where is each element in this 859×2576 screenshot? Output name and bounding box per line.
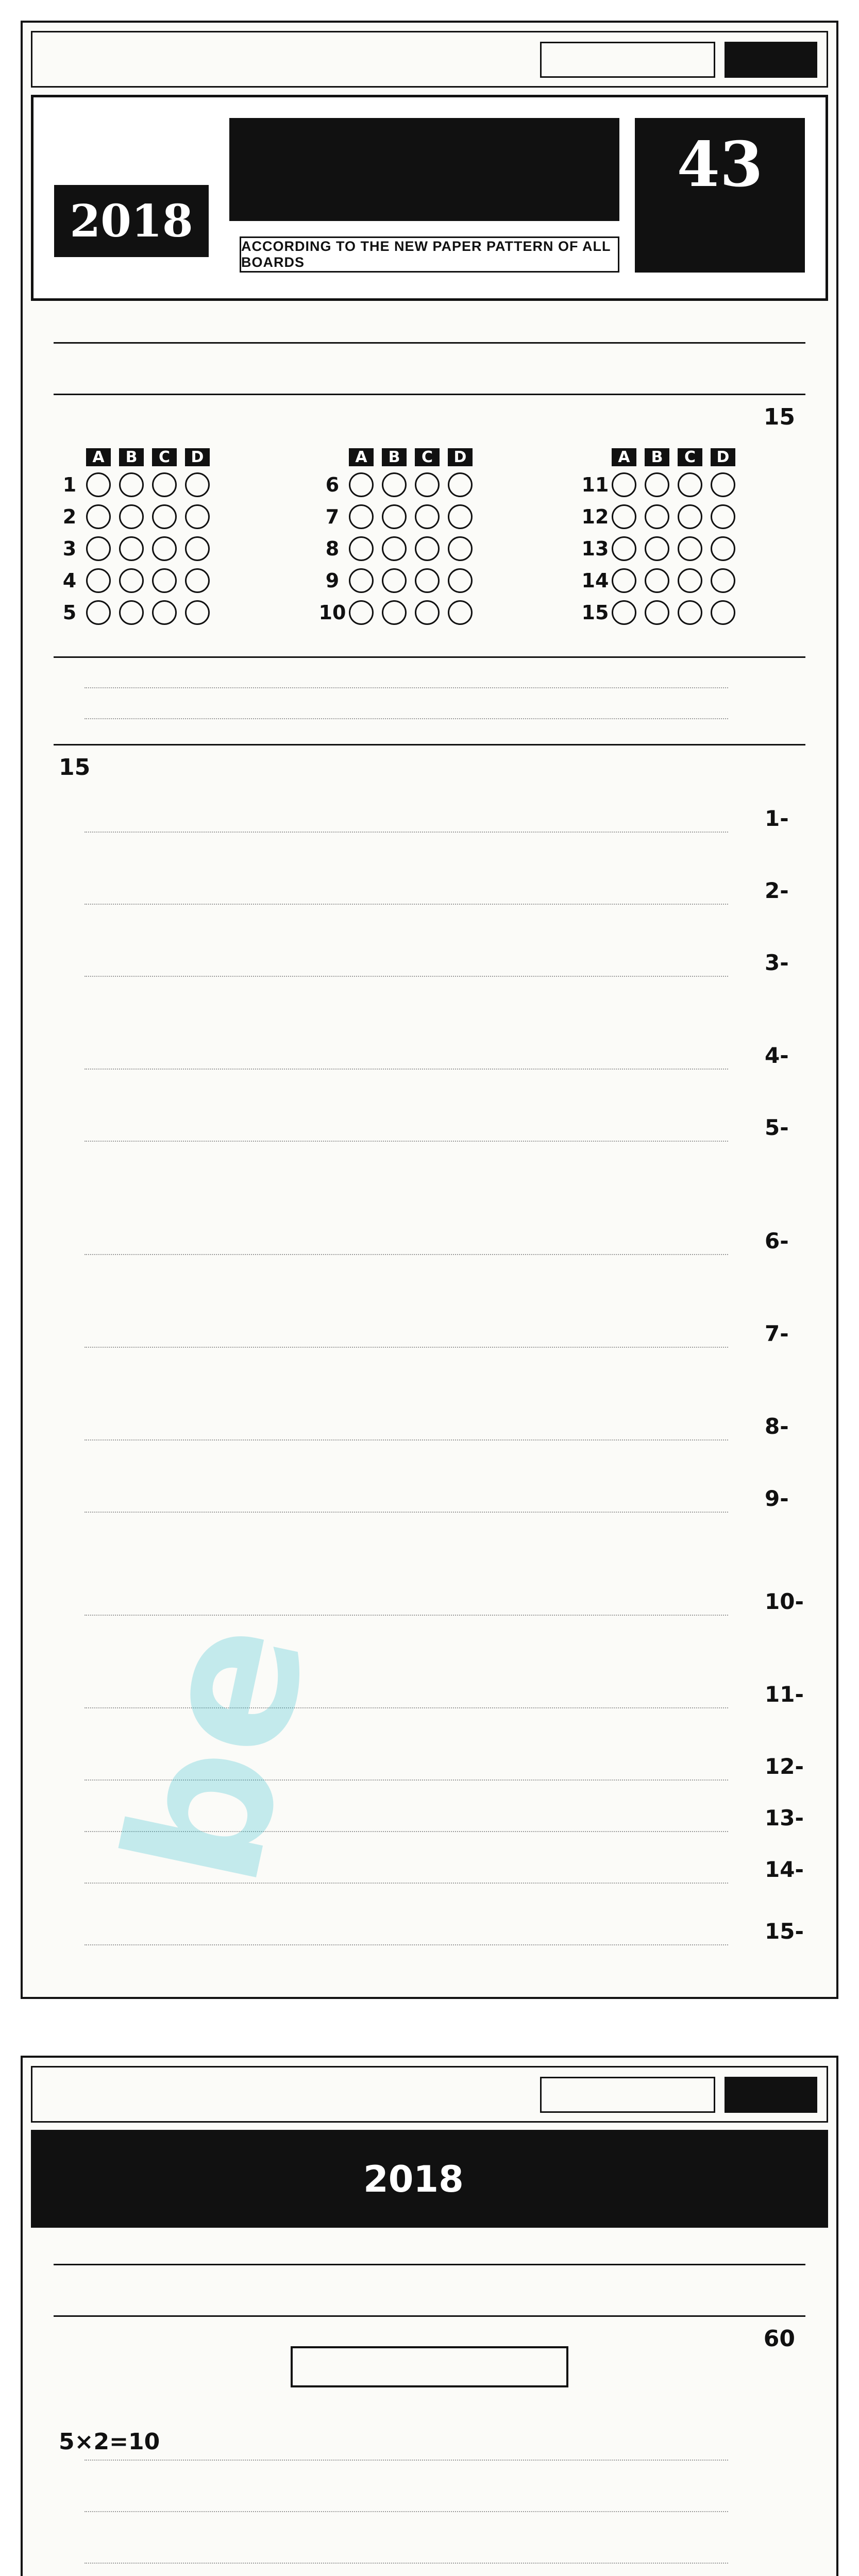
omr-bubble[interactable] — [185, 600, 210, 625]
omr-bubble[interactable] — [185, 504, 210, 529]
questions-marks: 15 — [59, 754, 91, 781]
omr-head-d: D — [185, 448, 210, 466]
omr-row — [53, 501, 280, 533]
omr-number: 8 — [325, 537, 340, 560]
omr-bubble[interactable] — [382, 472, 407, 497]
question-line — [85, 1883, 728, 1884]
omr-bubble[interactable] — [119, 472, 144, 497]
omr-bubble[interactable] — [711, 536, 735, 561]
omr-bubble[interactable] — [711, 472, 735, 497]
omr-row — [53, 597, 280, 629]
board-title-block — [229, 118, 619, 221]
omr-bubble[interactable] — [612, 568, 636, 593]
omr-bubble[interactable] — [382, 568, 407, 593]
pattern-line: ACCORDING TO THE NEW PAPER PATTERN OF ALL BOARDS — [240, 236, 619, 273]
omr-bubble[interactable] — [448, 472, 473, 497]
omr-grid-left — [53, 445, 280, 641]
question-line — [85, 2460, 728, 2461]
omr-bubble[interactable] — [152, 600, 177, 625]
omr-bubble[interactable] — [152, 536, 177, 561]
question-line — [85, 2511, 728, 2512]
omr-head-d: D — [448, 448, 473, 466]
omr-number: 12 — [581, 505, 609, 528]
omr-row — [579, 597, 805, 629]
question-line — [85, 832, 728, 833]
question-line — [85, 2563, 728, 2564]
omr-bubble[interactable] — [678, 568, 702, 593]
omr-row — [579, 501, 805, 533]
question-marks: 5×2=10 — [59, 2429, 160, 2455]
omr-head-d: D — [711, 448, 735, 466]
omr-bubble[interactable] — [86, 600, 111, 625]
omr-row — [53, 469, 280, 501]
paper-sheet-subjective — [21, 2056, 838, 2576]
exam-header-line — [54, 2315, 805, 2317]
omr-bubble[interactable] — [448, 536, 473, 561]
omr-number: 5 — [62, 601, 77, 624]
omr-head-a: A — [612, 448, 636, 466]
omr-bubble[interactable] — [119, 568, 144, 593]
omr-bubble[interactable] — [448, 504, 473, 529]
omr-bubble[interactable] — [119, 536, 144, 561]
question-line — [85, 1141, 728, 1142]
omr-bubble[interactable] — [711, 504, 735, 529]
omr-number: 3 — [62, 537, 77, 560]
question-number: 15- — [765, 1919, 804, 1944]
omr-bubble[interactable] — [349, 600, 374, 625]
omr-head-b: B — [382, 448, 407, 466]
omr-bubble[interactable] — [86, 504, 111, 529]
instructions-rule — [54, 656, 805, 658]
paper-banner — [31, 2130, 828, 2228]
omr-number: 7 — [325, 505, 340, 528]
omr-bubble[interactable] — [415, 536, 440, 561]
omr-head-b: B — [119, 448, 144, 466]
omr-bubble[interactable] — [612, 472, 636, 497]
omr-number: 2 — [62, 505, 77, 528]
omr-number: 1 — [62, 473, 77, 496]
omr-bubble[interactable] — [645, 504, 669, 529]
omr-row — [579, 533, 805, 565]
questions-rule — [54, 744, 805, 745]
omr-bubble[interactable] — [119, 600, 144, 625]
subject-tag — [540, 42, 715, 78]
omr-bubble[interactable] — [349, 568, 374, 593]
question-line — [85, 1069, 728, 1070]
omr-bubble[interactable] — [645, 472, 669, 497]
omr-number: 6 — [325, 473, 340, 496]
omr-row — [53, 533, 280, 565]
omr-grid-middle — [316, 445, 543, 641]
omr-row — [316, 533, 543, 565]
omr-head-a: A — [349, 448, 374, 466]
subject-strip — [31, 2066, 828, 2123]
omr-row — [53, 565, 280, 597]
omr-bubble[interactable] — [382, 536, 407, 561]
omr-bubble[interactable] — [86, 568, 111, 593]
question-line — [85, 1254, 728, 1255]
question-number: 11- — [765, 1682, 804, 1707]
question-number: 13- — [765, 1805, 804, 1831]
omr-row — [316, 501, 543, 533]
question-line — [85, 1347, 728, 1348]
omr-bubble[interactable] — [382, 504, 407, 529]
omr-bubble[interactable] — [382, 600, 407, 625]
omr-number: 13 — [581, 537, 609, 560]
omr-header — [349, 445, 543, 469]
omr-head-c: C — [678, 448, 702, 466]
question-number: 2- — [765, 878, 789, 903]
paper-number: 43 — [635, 118, 805, 273]
omr-number: 11 — [581, 473, 609, 496]
omr-bubble[interactable] — [415, 472, 440, 497]
omr-bubble[interactable] — [645, 536, 669, 561]
omr-bubble[interactable] — [119, 504, 144, 529]
question-line — [85, 1944, 728, 1945]
question-number: 1- — [765, 806, 789, 831]
omr-row — [316, 597, 543, 629]
omr-bubble[interactable] — [678, 472, 702, 497]
publisher-watermark: be — [85, 1604, 350, 1902]
question-line — [85, 1439, 728, 1440]
omr-head-c: C — [152, 448, 177, 466]
omr-bubble[interactable] — [612, 536, 636, 561]
omr-head-a: A — [86, 448, 111, 466]
omr-head-b: B — [645, 448, 669, 466]
omr-row — [579, 565, 805, 597]
omr-bubble[interactable] — [152, 504, 177, 529]
omr-header — [86, 445, 280, 469]
omr-header — [612, 445, 805, 469]
objective-marks: 15 — [763, 404, 795, 430]
omr-bubble[interactable] — [711, 568, 735, 593]
omr-bubble[interactable] — [86, 536, 111, 561]
exam-header-line — [54, 394, 805, 395]
omr-number: 4 — [62, 569, 77, 592]
omr-bubble[interactable] — [678, 600, 702, 625]
roll-number-line — [54, 342, 805, 344]
paper-year: 2018 — [363, 2158, 464, 2200]
omr-number: 15 — [581, 601, 609, 624]
omr-bubble[interactable] — [152, 568, 177, 593]
grade-tag — [725, 2077, 817, 2113]
question-line — [85, 1512, 728, 1513]
omr-row — [579, 469, 805, 501]
omr-bubble[interactable] — [185, 472, 210, 497]
omr-grid-right — [579, 445, 805, 641]
omr-bubble[interactable] — [349, 536, 374, 561]
omr-bubble[interactable] — [185, 536, 210, 561]
paper-year: 2018 — [54, 185, 209, 257]
omr-row — [316, 565, 543, 597]
paper-sheet-objective — [21, 21, 838, 1999]
total-marks: 60 — [763, 2326, 795, 2352]
question-line — [85, 976, 728, 977]
paper-banner — [31, 95, 828, 301]
omr-bubble[interactable] — [349, 472, 374, 497]
omr-bubble[interactable] — [612, 504, 636, 529]
question-number: 3- — [765, 950, 789, 975]
omr-row — [316, 469, 543, 501]
omr-bubble[interactable] — [448, 568, 473, 593]
subject-tag — [540, 2077, 715, 2113]
omr-bubble[interactable] — [415, 600, 440, 625]
question-number: 7- — [765, 1321, 789, 1346]
omr-bubble[interactable] — [415, 568, 440, 593]
omr-bubble[interactable] — [448, 600, 473, 625]
question-number: 9- — [765, 1486, 789, 1511]
question-number: 6- — [765, 1228, 789, 1253]
instructions-line — [85, 687, 728, 688]
omr-bubble[interactable] — [711, 600, 735, 625]
omr-bubble[interactable] — [645, 568, 669, 593]
question-number: 8- — [765, 1414, 789, 1439]
omr-bubble[interactable] — [152, 472, 177, 497]
question-line — [85, 904, 728, 905]
omr-number: 14 — [581, 569, 609, 592]
omr-bubble[interactable] — [349, 504, 374, 529]
part-one-heading — [291, 2346, 568, 2387]
grade-tag — [725, 42, 817, 78]
omr-number: 10 — [318, 601, 346, 624]
subject-strip — [31, 31, 828, 88]
roll-number-line — [54, 2264, 805, 2265]
instructions-line — [85, 718, 728, 719]
question-number: 10- — [765, 1589, 804, 1614]
omr-bubble[interactable] — [678, 536, 702, 561]
omr-bubble[interactable] — [612, 600, 636, 625]
omr-bubble[interactable] — [185, 568, 210, 593]
omr-bubble[interactable] — [645, 600, 669, 625]
question-number: 14- — [765, 1857, 804, 1882]
omr-bubble[interactable] — [86, 472, 111, 497]
omr-head-c: C — [415, 448, 440, 466]
omr-bubble[interactable] — [415, 504, 440, 529]
question-number: 12- — [765, 1754, 804, 1779]
omr-number: 9 — [325, 569, 340, 592]
omr-bubble[interactable] — [678, 504, 702, 529]
question-number: 4- — [765, 1043, 789, 1068]
question-number: 5- — [765, 1115, 789, 1140]
